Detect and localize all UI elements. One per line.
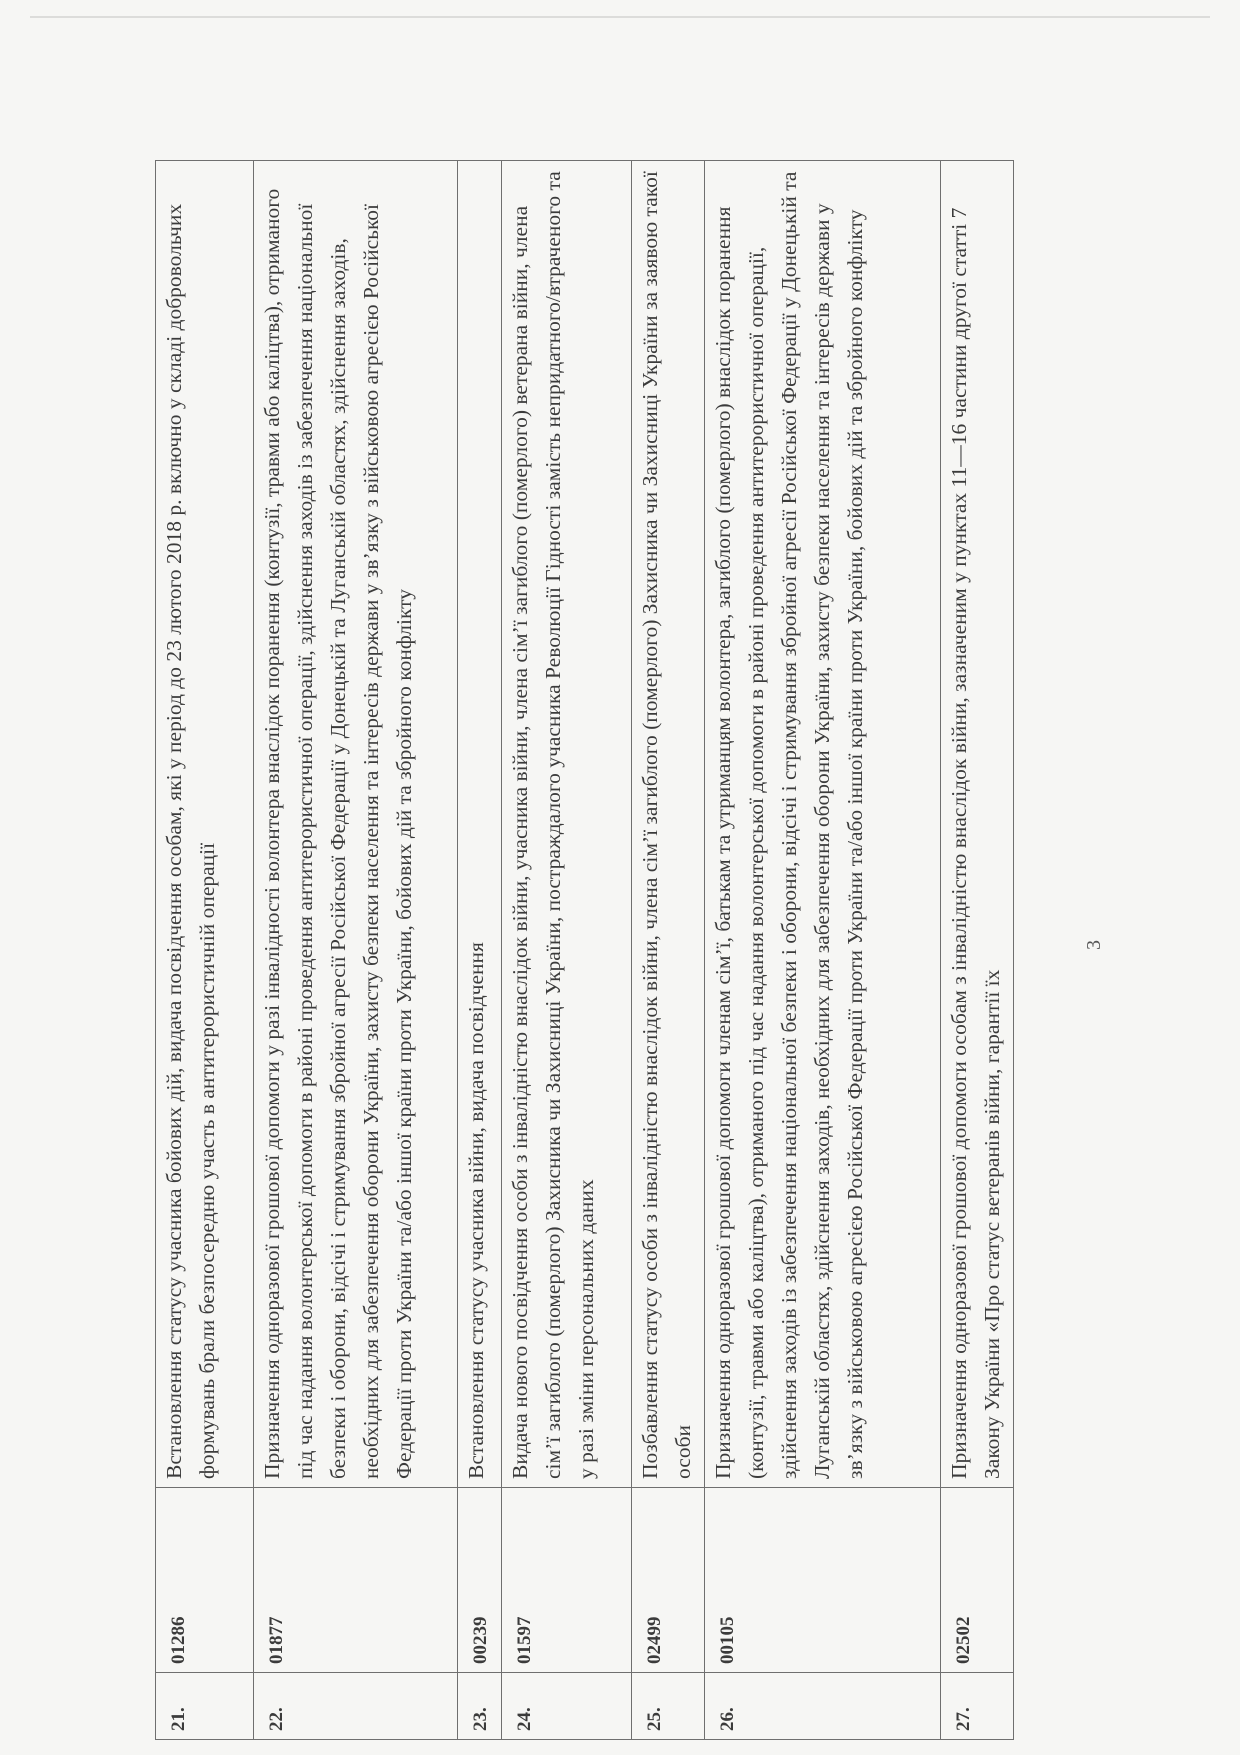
service-code: 00239 bbox=[458, 1488, 502, 1673]
row-number: 24. bbox=[502, 1673, 632, 1740]
row-number: 22. bbox=[254, 1673, 458, 1740]
service-code: 02502 bbox=[941, 1488, 1014, 1673]
table-row bbox=[156, 161, 254, 1740]
row-number: 26. bbox=[705, 1673, 941, 1740]
service-code: 02499 bbox=[632, 1488, 705, 1673]
page-number: 3 bbox=[1083, 940, 1105, 950]
row-number: 27. bbox=[941, 1673, 1014, 1740]
service-code: 01597 bbox=[502, 1488, 632, 1673]
service-code: 01286 bbox=[156, 1488, 254, 1673]
row-number: 23. bbox=[458, 1673, 502, 1740]
table-row bbox=[705, 161, 941, 1740]
table-row bbox=[502, 161, 632, 1740]
services-table bbox=[155, 160, 1014, 1740]
scan-edge bbox=[30, 16, 1210, 18]
service-code: 00105 bbox=[705, 1488, 941, 1673]
rotated-content bbox=[155, 160, 1105, 1740]
service-description: Призначення одноразової грошової допомоги особам з інвалідністю внаслідок війни, зазначеним у пунктах 11—16 частини другої статті 7 Закону України «Про статус ветеранів війни, гарантії їх bbox=[941, 161, 1014, 1488]
row-number: 21. bbox=[156, 1673, 254, 1740]
service-description: Встановлення статусу учасника війни, видача посвідчення bbox=[458, 161, 502, 1488]
table-row bbox=[632, 161, 705, 1740]
table-row bbox=[254, 161, 458, 1740]
table-row bbox=[941, 161, 1014, 1740]
service-description: Видача нового посвідчення особи з інвалідністю внаслідок війни, учасника війни, члена сім’ї загиблого (померлого) ветерана війни, члена сім’ї загиблого (померлого) Захисника чи Захисниці України, постраждалого учасника Революції Гідності замість непридатного/втраченого та у разі зміни персональних даних bbox=[502, 161, 632, 1488]
service-description: Позбавлення статусу особи з інвалідністю внаслідок війни, члена сім’ї загиблого (померлого) Захисника чи Захисниці України за заявою такої особи bbox=[632, 161, 705, 1488]
service-description: Призначення одноразової грошової допомоги у разі інвалідності волонтера внаслідок поранення (контузії, травми або каліцтва), отриманого під час надання волонтерської допомоги в районі проведення антитерористичної операції, здійснення заходів із забезпечення національної безпеки і оборони, відсічі і стримування збройної агресії Російської Федерації у Донецькій та Луганській областях, здійснення заходів, необхідних для забезпечення оборони України, захисту безпеки населення та інтересів держави у зв’язку з військовою агресією Російської Федерації проти України та/або іншої країни проти України, бойових дій та збройного конфлікту bbox=[254, 161, 458, 1488]
row-number: 25. bbox=[632, 1673, 705, 1740]
service-description: Призначення одноразової грошової допомоги членам сім’ї, батькам та утриманцям волонтера, загиблого (померлого) внаслідок поранення (контузії, травми або каліцтва), отриманого під час надання волонтерської допомоги в районі проведення антитерористичної операції, здійснення заходів із забезпечення національної безпеки і оборони, відсічі і стримування збройної агресії Російської Федерації у Донецькій та Луганській областях, здійснення заходів, необхідних для забезпечення оборони України, захисту безпеки населення та інтересів держави у зв’язку з військовою агресією Російської Федерації проти України та/або іншої країни проти України, бойових дій та збройного конфлікту bbox=[705, 161, 941, 1488]
table-row bbox=[458, 161, 502, 1740]
service-description: Встановлення статусу учасника бойових дій, видача посвідчення особам, які у період до 23 лютого 2018 р. включно у складі добровольчих формувань брали безпосередню участь в антитерористичній операції bbox=[156, 161, 254, 1488]
service-code: 01877 bbox=[254, 1488, 458, 1673]
